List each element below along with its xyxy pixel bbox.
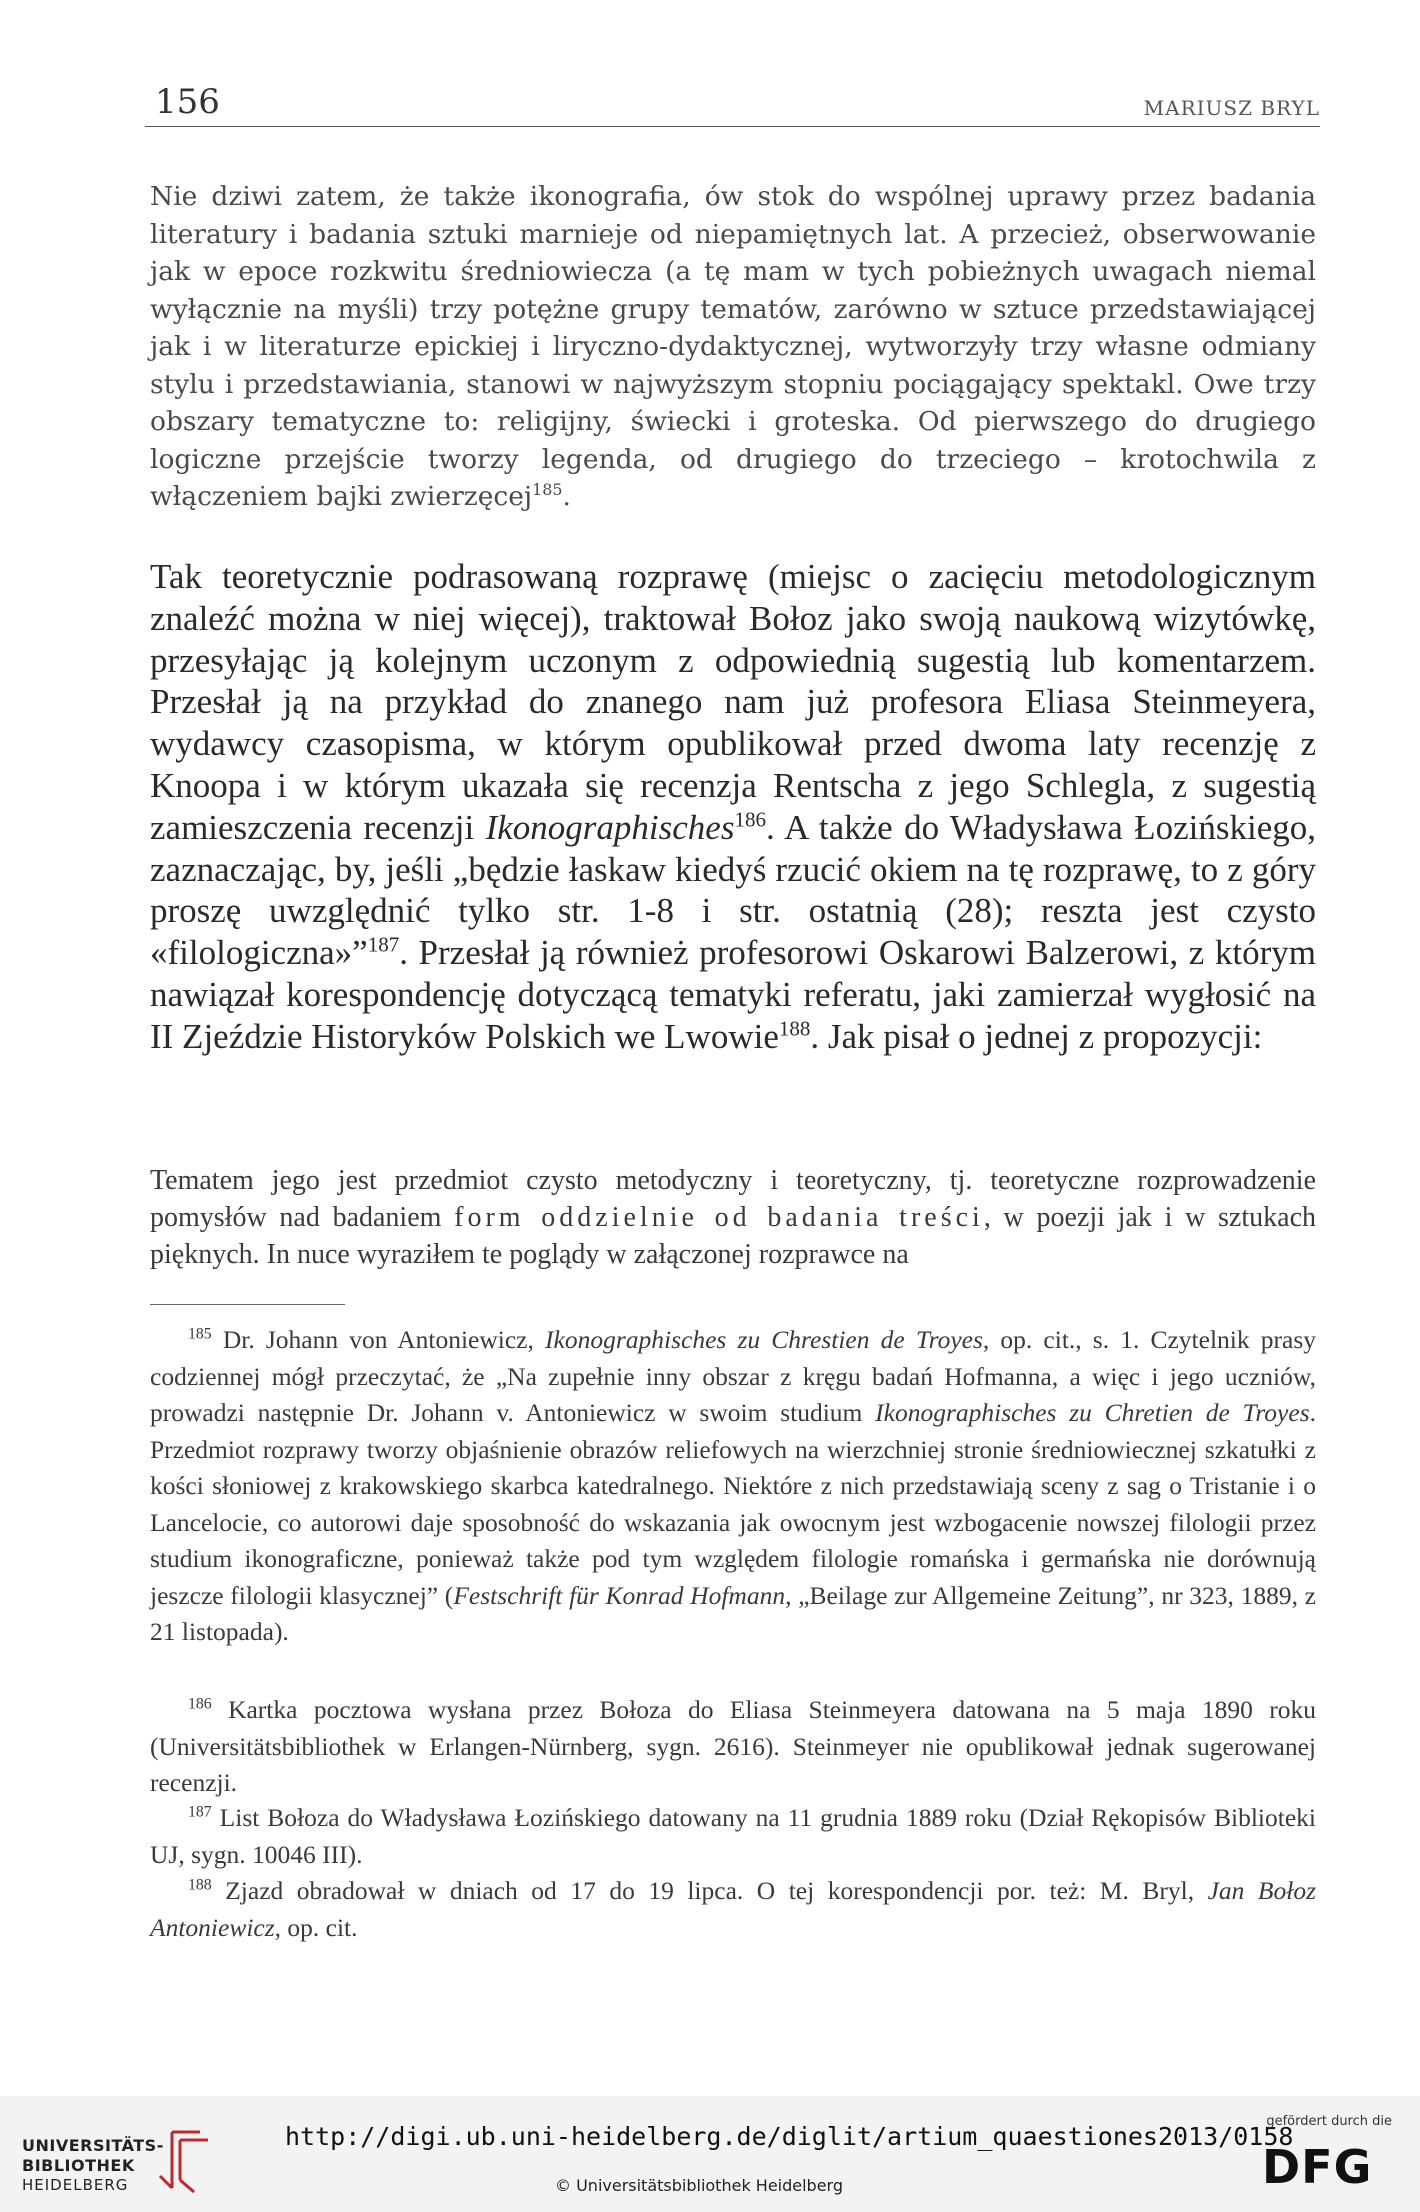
footnote-divider <box>150 1304 345 1305</box>
block-quote: Tematem jego jest przedmiot czysto metodyczny i teoretyczny, tj. teoretyczne rozprowadzenie pomysłów nad badaniem form oddzielnie od badania treści, w poezji jak i w sztukach pięknych. In nuce wyraziłem te poglądy w załączonej rozprawce na <box>150 1165 1316 1270</box>
footnote-185: $^{185}$ Dr. Johann von Antoniewicz, Ikonographisches zu Chrestien de Troyes, op. cit., s. 1. Czytelnik prasy codziennej mógł przeczytać, że „Na zupełnie inny obszar z kręgu badań Hofmanna, a więc i jego uczniów, prowadzi następnie Dr. Johann v. Antoniewicz w swoim studium Ikonographisches zu Chretien de Troyes. Przedmiot rozprawy tworzy objaśnienie obrazów reliefowych na wierzchniej stronie średniowiecznej szkatułki z kości słoniowej z krakowskiego skarbca katedralnego. Niektóre z nich przedstawiają sceny z sag o Tristanie i o Lancelocie, co autorowi daje sposobność do wskazania jak owocnym jest wzbogacenie nowszej filologii przez studium ikonograficzne, ponieważ także pod tym względem filologie romańska i germańska nie dorównują jeszcze filologii klasycznej” (Festschrift für Konrad Hofmann, „Beilage zur Allgemeine Zeitung”, nr 323, 1889, z 21 listopada). <box>150 1325 1317 1646</box>
dfg-logo-icon: DFG <box>1262 2140 1373 2194</box>
body-paragraph-2: Tak teoretycznie podrasowaną rozprawę (miejsc o zacięciu metodologicznym znaleźć można w niej więcej), traktował Bołoz jako swoją naukową wizytówkę, przesyłając ją kolejnym uczonym z odpowiednią sugestią lub komentarzem. Przesłał ją na przykład do znanego nam już profesora Eliasa Steinmeyera, wydawcy czasopisma, w którym opublikował przed dwoma laty recenzję z Knoopa i w którym ukazała się recenzja Rentscha z jego Schlegla, z sugestią zamieszczenia recenzji Ikonographisches$^{186}$. A także do Władysława Łozińskiego, zaznaczając, by, jeśli „będzie łaskaw kiedyś rzucić okiem na tę rozprawę, to z góry proszę uwzględnić tylko str. 1-8 i str. ostatnią (28); reszta jest czysto «filologiczna»”$^{187}$. Przesłał ją również profesorowi Oskarowi Balzerowi, z którym nawiązał korespondencję dotyczącą tematyki referatu, jaki zamierzał wygłosić na II Zjeździe Historyków Polskich we Lwowie$^{188}$. Jak pisał o jednej z propozycji: <box>150 557 1316 1056</box>
footnote-ref-186[interactable]: 186 <box>734 807 766 832</box>
running-head: MARIUSZ BRYL <box>1143 96 1320 120</box>
footer-bar <box>0 2096 1420 2212</box>
source-url-link[interactable]: http://digi.ub.uni-heidelberg.de/diglit/artium_quaestiones2013/0158 <box>285 2122 1294 2151</box>
footnote-186: $^{186}$ Kartka pocztowa wysłana przez Bołoza do Eliasa Steinmeyera datowana na 5 maja 1890 roku (Universitätsbibliothek w Erlangen-Nürnberg, sygn. 2616). Steinmeyer nie opublikował jednak sugerowanej recenzji. <box>150 1695 1316 1797</box>
footnote-187: $^{187}$ List Bołoza do Władysława Łozińskiego datowany na 11 grudnia 1889 roku (Dział Rękopisów Biblioteki UJ, sygn. 10046 III). <box>150 1803 1316 1869</box>
copyright-notice: © Universitätsbibliothek Heidelberg <box>555 2176 844 2195</box>
work-title: Ikonographisches <box>485 807 735 847</box>
footnote-ref-185[interactable]: 185 <box>532 480 563 500</box>
funder-logo[interactable]: gefördert durch die DFG <box>1262 2114 1392 2194</box>
library-mark-icon <box>150 2126 220 2196</box>
page-header <box>145 82 1320 127</box>
emphasized-phrase: form oddzielnie od badania treści <box>454 1202 984 1233</box>
body-paragraph-1: Nie dziwi zatem, że także ikonografia, ów stok do wspólnej uprawy przez badania literatury i badania sztuki marnieje od niepamiętnych lat. A przecież, obserwowanie jak w epoce rozkwitu średniowiecza (a tę mam w tych pobieżnych uwagach niemal wyłącznie na myśli) trzy potężne grupy tematów, zarówno w sztuce przedstawiającej jak i w literaturze epickiej i liryczno-dydaktycznej, wytworzyły trzy własne odmiany stylu i przedstawiania, stanowi w najwyższym stopniu pociągający spektakl. Owe trzy obszary tematyczne to: religijny, świecki i groteska. Od pierwszego do drugiego logiczne przejście tworzy legenda, od drugiego do trzeciego – krotochwila z włączeniem bajki zwierzęcej$^{185}$. <box>150 181 1316 512</box>
page-number: 156 <box>155 82 220 122</box>
library-logo[interactable]: UNIVERSITÄTS- BIBLIOTHEK HEIDELBERG <box>22 2126 222 2196</box>
footnote-ref-188[interactable]: 188 <box>778 1016 811 1041</box>
footnote-188: $^{188}$ Zjazd obradował w dniach od 17 do 19 lipca. O tej korespondencji por. też: M. Bryl, Jan Bołoz Antoniewicz, op. cit. <box>150 1876 1316 1942</box>
footnote-ref-187[interactable]: 187 <box>367 932 400 957</box>
